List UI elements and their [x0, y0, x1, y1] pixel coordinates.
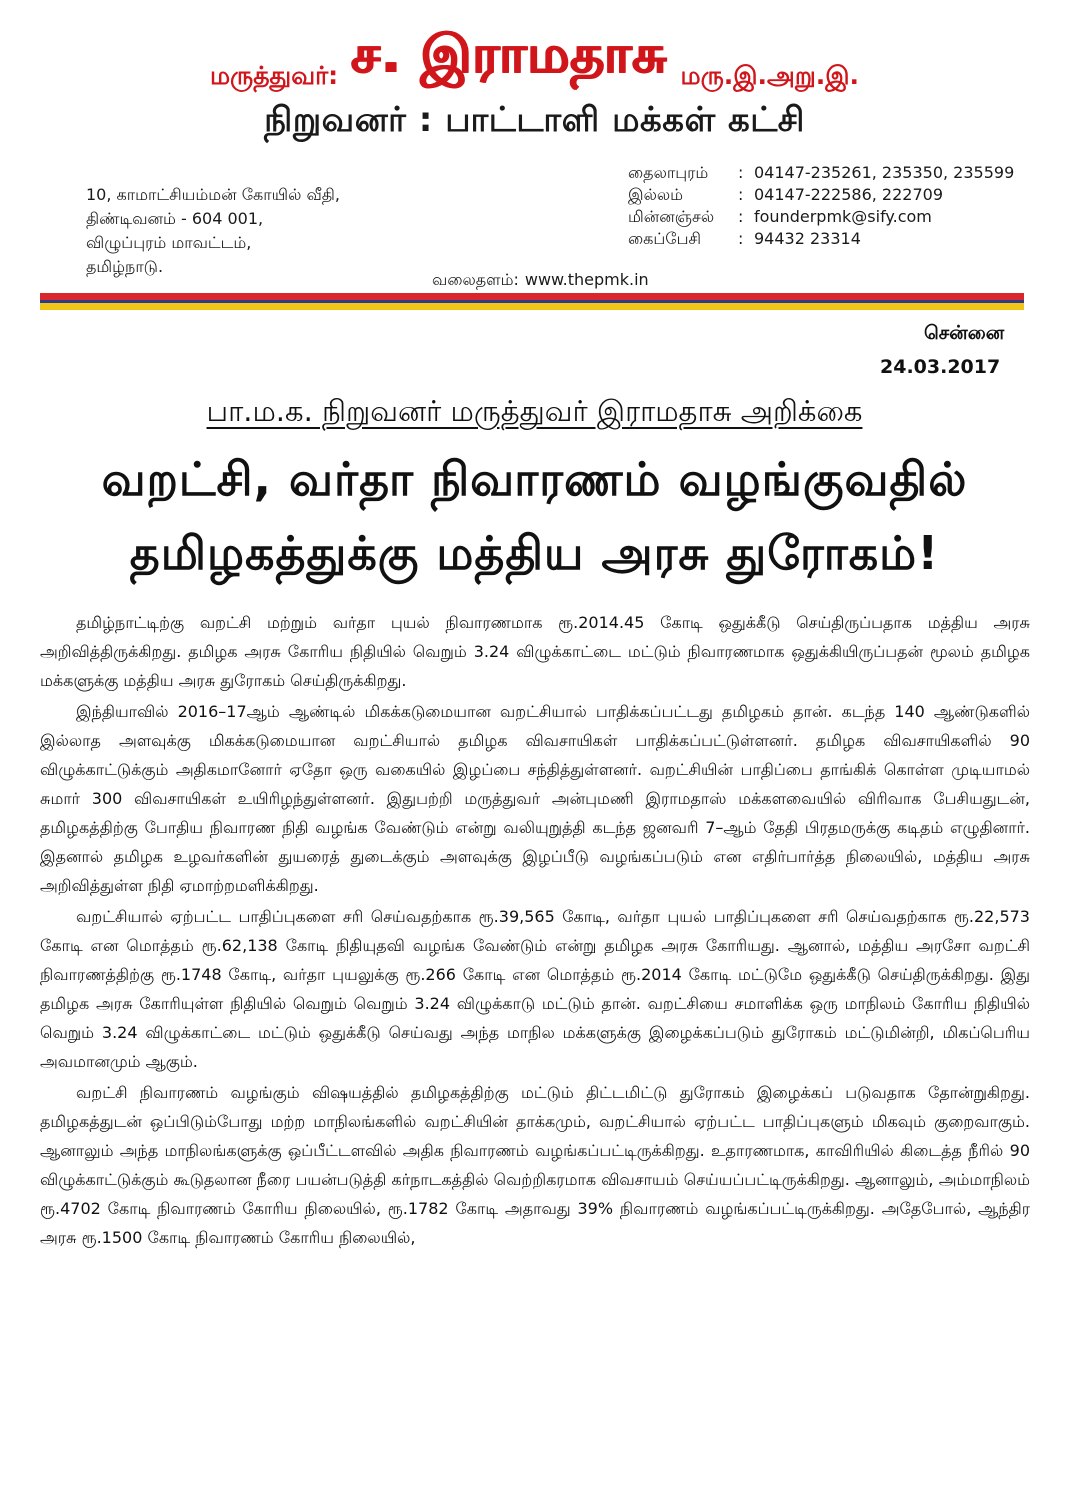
headline-line-1: வறட்சி, வர்தா நிவாரணம் வழங்குவதில் [101, 452, 968, 506]
address-line: தமிழ்நாடு. [86, 257, 164, 276]
letterhead-address [86, 183, 340, 279]
statement-title [0, 394, 1069, 432]
contact-value: founderpmk@sify.com [754, 207, 932, 226]
letterhead-founder-line: நிறுவனர் : பாட்டாளி மக்கள் கட்சி [264, 100, 805, 140]
contact-label: கைப்பேசி [628, 229, 702, 248]
body-paragraph-2: இந்தியாவில் 2016–17ஆம் ஆண்டில் மிகக்கடுமையான வறட்சியால் பாதிக்கப்பட்டது தமிழகம் தான். கடந்த 140 ஆண்டுகளில் இல்லாத அளவுக்கு மிகக்கடுமையான வறட்சியால் தமிழக விவசாயிகள் பாதிக்கப்பட்டுள்ளனர். தமிழக விவசாயிகளில் 90 விழுக்காட்டுக்கும் அதிகமானோர் ஏதோ ஒரு வகையில் இழப்பை சந்தித்துள்ளனர். வறட்சியின் பாதிப்பை தாங்கிக் கொள்ள முடியாமல் சுமார் 300 விவசாயிகள் உயிரிழந்துள்ளனர். இதுபற்றி மருத்துவர் அன்புமணி இராமதாஸ் மக்களவையில் விரிவாக பேசியதுடன், தமிழகத்திற்கு போதிய நிவாரண நிதி வழங்க வேண்டும் என்று வலியுறுத்தி கடந்த ஜனவரி 7–ஆம் தேதி பிரதமருக்கு கடிதம் எழுதினார். இதனால் தமிழக உழவர்களின் துயரைத் துடைக்கும் அளவுக்கு இழப்பீடு வழங்கப்படும் என எதிர்பார்த்த நிலையில், மத்திய அரசு அறிவித்துள்ள நிதி ஏமாற்றமளிக்கிறது. [40, 702, 1031, 895]
letterhead-name: ச. இராமதாசு [351, 25, 668, 85]
tricolor-stripe-red [40, 293, 1024, 300]
contact-row-mobile [628, 228, 1014, 250]
letterhead-website [432, 270, 649, 291]
dateline-place: சென்னை [924, 322, 1005, 344]
letterhead-prefix: மருத்துவர்: [209, 61, 339, 90]
contact-separator: : [738, 229, 744, 248]
website-label: வலைதளம்: [432, 270, 519, 289]
letterhead-suffix: மரு.இ.அறு.இ. [680, 61, 860, 90]
contact-value: 04147-222586, 222709 [754, 185, 943, 204]
address-line: 10, காமாட்சியம்மன் கோயில் வீதி, [86, 185, 340, 204]
statement-title-text: பா.ம.க. நிறுவனர் மருத்துவர் இராமதாசு அறிக்கை [206, 394, 863, 428]
contact-value: 94432 23314 [754, 229, 861, 248]
contact-label: இல்லம் [628, 185, 683, 204]
dateline-date: 24.03.2017 [880, 356, 1001, 378]
body-paragraph-1: தமிழ்நாட்டிற்கு வறட்சி மற்றும் வர்தா புயல் நிவாரணமாக ரூ.2014.45 கோடி ஒதுக்கீடு செய்திருப்பதாக மத்திய அரசு அறிவித்திருக்கிறது. தமிழக அரசு கோரிய நிதியில் வெறும் 3.24 விழுக்காட்டை மட்டும் நிவாரணமாக ஒதுக்கியிருப்பதன் மூலம் தமிழக மக்களுக்கு மத்திய அரசு துரோகம் செய்திருக்கிறது. [40, 613, 1030, 690]
contact-value: 04147-235261, 235350, 235599 [754, 163, 1015, 182]
contact-separator: : [738, 185, 744, 204]
contact-row-thailapuram [628, 162, 1014, 184]
contact-separator: : [738, 163, 744, 182]
body-paragraph-3: வறட்சியால் ஏற்பட்ட பாதிப்புகளை சரி செய்வதற்காக ரூ.39,565 கோடி, வர்தா புயல் பாதிப்புகளை சரி செய்வதற்காக ரூ.22,573 கோடி என மொத்தம் ரூ.62,138 கோடி நிதியுதவி வழங்க வேண்டும் என்று தமிழக அரசு கோரியது. ஆனால், மத்திய அரசோ வறட்சி நிவாரணத்திற்கு ரூ.1748 கோடி, வர்தா புயலுக்கு ரூ.266 கோடி என மொத்தம் ரூ.2014 கோடி மட்டுமே ஒதுக்கீடு செய்திருக்கிறது. இது தமிழக அரசு கோரியுள்ள நிதியில் வெறும் வெறும் 3.24 விழுக்காடு மட்டும் தான். வறட்சியை சமாளிக்க ஒரு மாநிலம் கோரிய நிதியில் வெறும் 3.24 விழுக்காட்டை மட்டும் ஒதுக்கீடு செய்வது அந்த மாநில மக்களுக்கு இழைக்கப்படும் துரோகம் மட்டுமின்றி, மிகப்பெரிய அவமானமும் ஆகும். [40, 907, 1031, 1071]
tricolor-stripe-yellow [40, 303, 1024, 310]
letterhead-contacts [628, 162, 1014, 250]
contact-label: தைலாபுரம் [628, 163, 709, 182]
contact-row-home [628, 184, 1014, 206]
address-line: திண்டிவனம் - 604 001, [86, 209, 264, 228]
letterhead-name-row [0, 20, 1069, 90]
address-line: விழுப்புரம் மாவட்டம், [86, 233, 252, 252]
contact-label: மின்னஞ்சல் [628, 207, 715, 226]
statement-body [40, 608, 1030, 1254]
contact-separator: : [738, 207, 744, 226]
body-paragraph-4: வறட்சி நிவாரணம் வழங்கும் விஷயத்தில் தமிழகத்திற்கு மட்டும் திட்டமிட்டு துரோகம் இழைக்கப் படுவதாக தோன்றுகிறது. தமிழகத்துடன் ஒப்பிடும்போது மற்ற மாநிலங்களில் வறட்சியின் தாக்கமும், வறட்சியால் ஏற்பட்ட பாதிப்புகளும் மிகவும் குறைவாகும். ஆனாலும் அந்த மாநிலங்களுக்கு ஒப்பீட்டளவில் அதிக நிவாரணம் வழங்கப்பட்டிருக்கிறது. உதாரணமாக, காவிரியில் கிடைத்த நீரில் 90 விழுக்காட்டுக்கும் கூடுதலான நீரை பயன்படுத்தி கர்நாடகத்தில் வெற்றிகரமாக விவசாயம் செய்யப்பட்டிருக்கிறது. ஆனாலும், அம்மாநிலம் ரூ.4702 கோடி நிவாரணம் கோரிய நிலையில், ரூ.1782 கோடி அதாவது 39% நிவாரணம் வழங்கப்பட்டிருக்கிறது. அதேபோல், ஆந்திர அரசு ரூ.1500 கோடி நிவாரணம் கோரிய நிலையில், [40, 1083, 1030, 1247]
website-url: www.thepmk.in [524, 270, 649, 289]
headline-line-2: தமிழகத்துக்கு மத்திய அரசு துரோகம்! [129, 526, 940, 580]
contact-row-email [628, 206, 1014, 228]
